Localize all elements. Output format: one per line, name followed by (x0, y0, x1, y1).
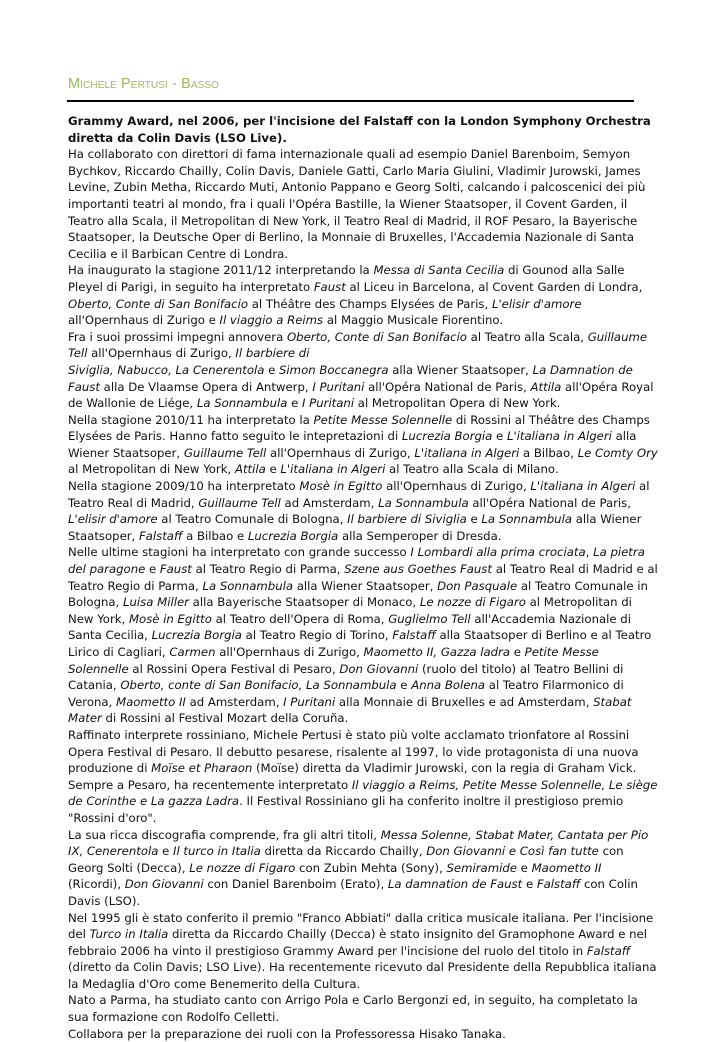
season-2011-paragraph: Ha inaugurato la stagione 2011/12 interpretando la Messa di Santa Cecilia di Gounod alla Salle Pleyel di Parigi, in seguito ha interpretato Faust al Liceu in Barcelona, al Covent Garden di Londra, Oberto, Conte di San Bonifacio al Théâtre des Champs Elysées de Paris, L'elisir d'amore all'Opernhaus di Zurigo e Il viaggio a Reims al Maggio Musicale Fiorentino. (68, 263, 643, 328)
page-title: Michele Pertusi - Basso (68, 76, 220, 92)
biography-text (68, 113, 658, 1042)
upcoming-engagements-paragraph: Fra i suoi prossimi impegni annovera Oberto, Conte di San Bonifacio al Teatro alla Scala, Guillaume Tell all'Opernhaus di Zurigo, Il barbiere di Siviglia, Nabucco, La Cenerentola e Simon Boccanegra alla Wiener Staatsoper, La Damnation de Faust alla De Vlaamse Opera di Antwerp, I Puritani all'Opéra National de Paris, Attila all'Opéra Royal de Wallonie de Liége, La Sonnambula e I Puritani al Metropolitan Opera di New York. (68, 329, 654, 411)
title-divider (67, 100, 634, 102)
training-paragraph: Nato a Parma, ha studiato canto con Arrigo Pola e Carlo Bergonzi ed, in seguito, ha completato la sua formazione con Rodolfo Celletti. (68, 993, 638, 1025)
awards-paragraph: Nel 1995 gli è stato conferito il premio "Franco Abbiati" dalla critica musicale italiana. Per l'incisione del Turco in Italia diretta da Riccardo Chailly (Decca) è stato insignito del Gramophone Award e nel febbraio 2006 ha vinto il prestigioso Grammy Award per l'incisione del ruolo del titolo in Falstaff (diretto da Colin Davis; LSO Live). Ha recentemente ricevuto dal Presidente della Repubblica italiana la Medaglia d'Oro come Benemerito della Cultura. (68, 910, 657, 991)
grammy-lead-paragraph: Grammy Award, nel 2006, per l'incisione del Falstaff con la London Symphony Orchestra diretta da Colin Davis (LSO Live). (68, 114, 651, 145)
season-2009-paragraph: Nella stagione 2009/10 ha interpretato Mosè in Egitto all'Opernhaus di Zurigo, L'italiana in Algeri al Teatro Real di Madrid, Guillaume Tell ad Amsterdam, La Sonnambula all'Opéra National de Paris, L'elisir d'amore al Teatro Comunale di Bologna, Il barbiere di Siviglia e La Sonnambula alla Wiener Staatsoper, Falstaff a Bilbao e Lucrezia Borgia alla Semperoper di Dresda. (68, 479, 650, 543)
conductors-paragraph: Ha collaborato con direttori di fama internazionale quali ad esempio Daniel Barenboim, Semyon Bychkov, Riccardo Chailly, Colin Davis, Daniele Gatti, Carlo Maria Giulini, Vladimir Jurowski, James Levine, Zubin Metha, Riccardo Muti, Antonio Pappano e Georg Solti, calcando i palcoscenici dei più importanti teatri al mondo, fra i quali l'Opéra Bastille, la Wiener Staatsoper, il Covent Garden, il Teatro alla Scala, il Metropolitan di New York, il Teatro Real di Madrid, il ROF Pesaro, la Bayerische Staatsoper, la Deutsche Oper di Berlino, la Monnaie di Bruxelles, l'Accademia Nazionale di Santa Cecilia e il Barbican Centre di Londra. (68, 147, 646, 261)
season-2010-paragraph: Nella stagione 2010/11 ha interpretato la Petite Messe Solennelle di Rossini al Théâtre des Champs Elysées de Paris. Hanno fatto seguito le intepretazioni di Lucrezia Borgia e L'italiana in Algeri alla Wiener Staatsoper, Guillaume Tell all'Opernhaus di Zurigo, L'italiana in Algeri a Bilbao, Le Comty Ory al Metropolitan di New York, Attila e L'italiana in Algeri al Teatro alla Scala di Milano. (68, 412, 658, 477)
recent-seasons-paragraph: Nelle ultime stagioni ha interpretato con grande successo I Lombardi alla prima crociata, La pietra del paragone e Faust al Teatro Regio di Parma, Szene aus Goethes Faust al Teatro Real di Madrid e al Teatro Regio di Parma, La Sonnambula alla Wiener Staatsoper, Don Pasquale al Teatro Comunale in Bologna, Luisa Miller alla Bayerische Staatsoper di Monaco, Le nozze di Figaro al Metropolitan di New York, Mosè in Egitto al Teatro dell'Opera di Roma, Guglielmo Tell all'Accademia Nazionale di Santa Cecilia, Lucrezia Borgia al Teatro Regio di Torino, Falstaff alla Staatsoper di Berlino e al Teatro Lirico di Cagliari, Carmen all'Opernhaus di Zurigo, Maometto II, Gazza ladra e Petite Messe Solennelle al Rossini Opera Festival di Pesaro, Don Giovanni (ruolo del titolo) al Teatro Bellini di Catania, Oberto, conte di San Bonifacio, La Sonnambula e Anna Bolena al Teatro Filarmonico di Verona, Maometto II ad Amsterdam, I Puritani alla Monnaie di Bruxelles e ad Amsterdam, Stabat Mater di Rossini al Festival Mozart della Coruña. (68, 545, 658, 726)
collaboration-paragraph: Collabora per la preparazione dei ruoli con la Professoressa Hisako Tanaka. (68, 1026, 506, 1041)
discography-paragraph: La sua ricca discografia comprende, fra gli altri titoli, Messa Solenne, Stabat Mater, Cantata per Pio IX, Cenerentola e Il turco in Italia diretta da Riccardo Chailly, Don Giovanni e Così fan tutte con Georg Solti (Decca), Le nozze di Figaro con Zubin Mehta (Sony), Semiramide e Maometto II (Ricordi), Don Giovanni con Daniel Barenboim (Erato), La damnation de Faust e Falstaff con Colin Davis (LSO). (68, 827, 649, 908)
rossini-interpreter-paragraph: Raffinato interprete rossiniano, Michele Pertusi è stato più volte acclamato trionfatore al Rossini Opera Festival di Pesaro. Il debutto pesarese, risalente al 1997, lo vide protagonista di una nuova produzione di Moïse et Pharaon (Moïse) diretta da Vladimir Jurowski, con la regia di Graham Vick. Sempre a Pesaro, ha recentemente interpretato Il viaggio a Reims, Petite Messe Solennelle, Le siège de Corinthe e La gazza Ladra. Il Festival Rossiniano gli ha conferito inoltre il prestigioso premio "Rossini d'oro". (68, 727, 658, 825)
